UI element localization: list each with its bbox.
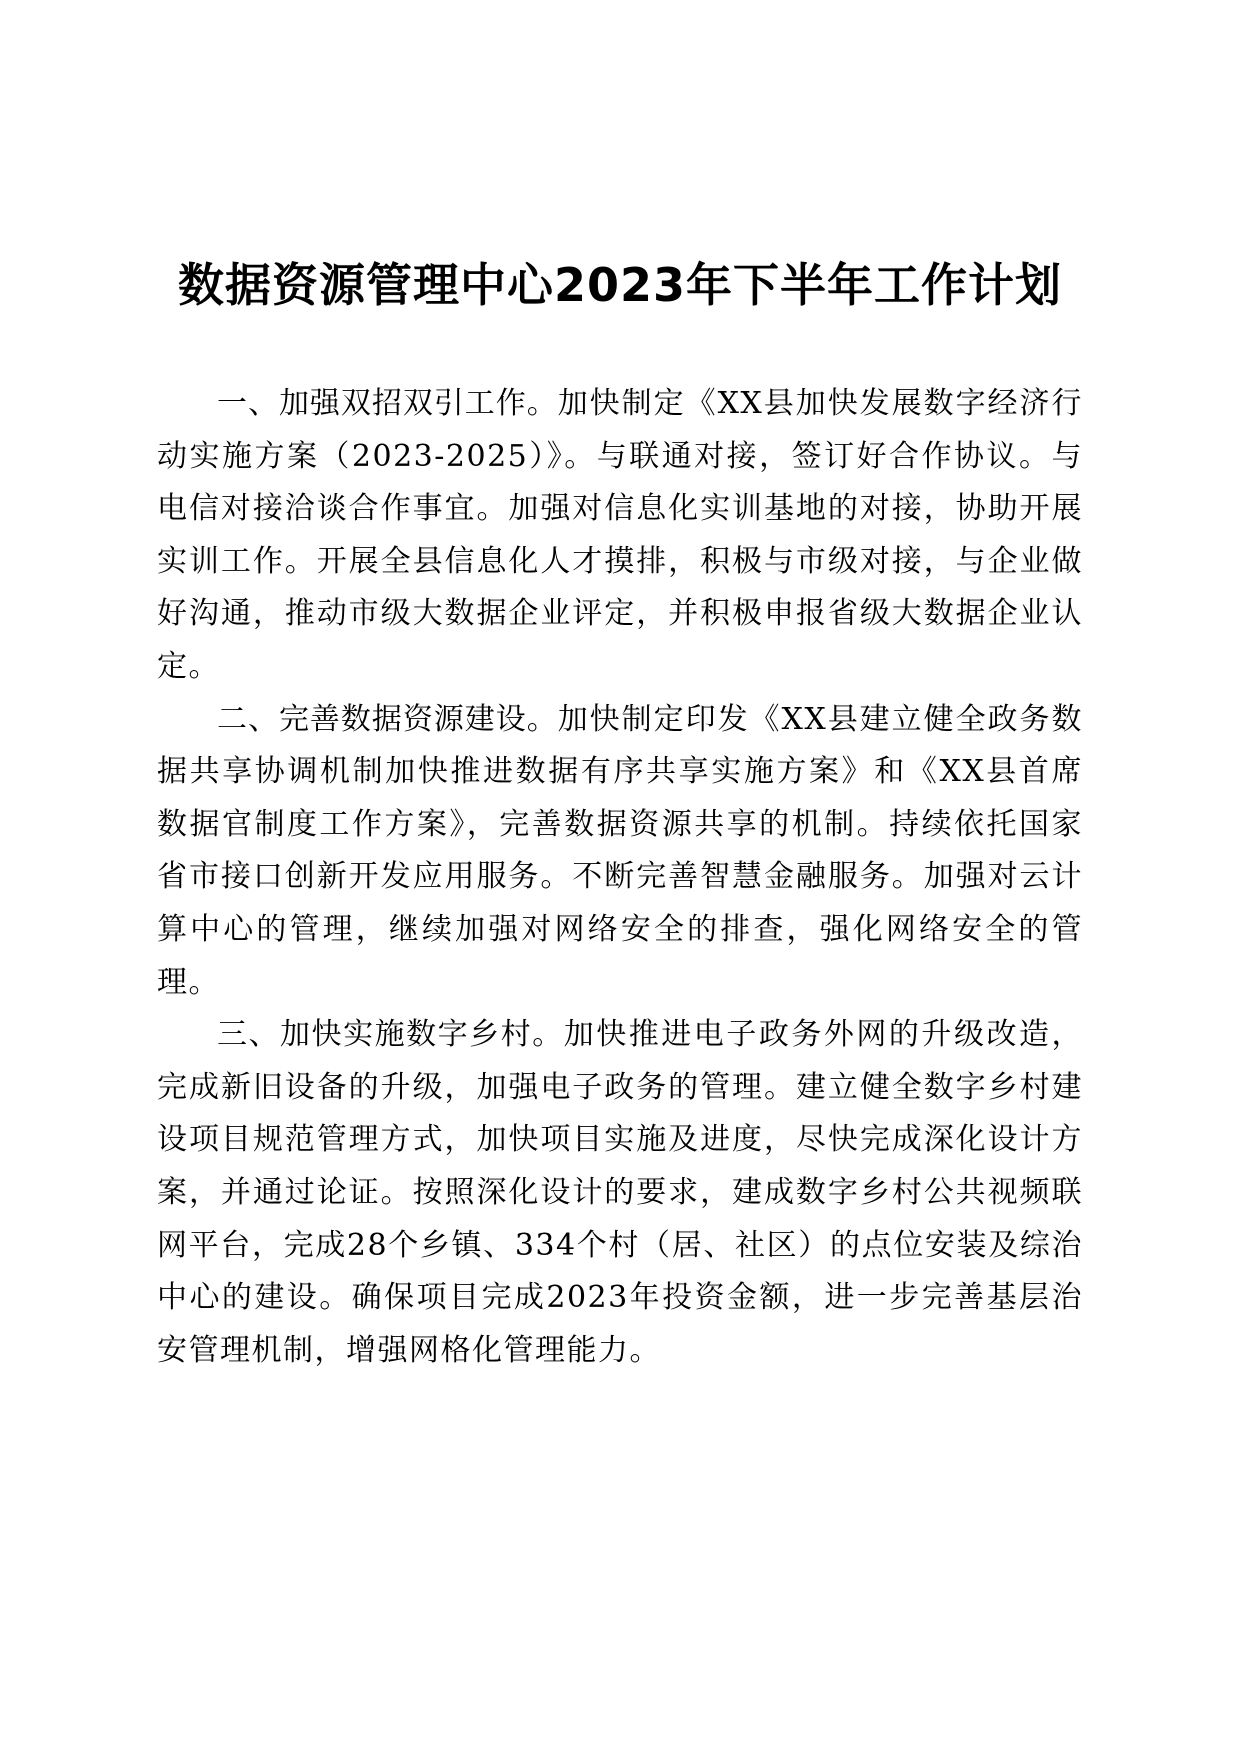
document-body [157, 378, 1083, 1377]
section-paragraph-3 [157, 1009, 1083, 1377]
section-paragraph-1 [157, 378, 1083, 694]
section-body-3: 加快推进电子政务外网的升级改造，完成新旧设备的升级，加强电子政务的管理。建立健全数字乡村建设项目规范管理方式，加快项目实施及进度，尽快完成深化设计方案，并通过论证。按照深化设计的要求，建成数字乡村公共视频联网平台，完成28个乡镇、334个村（居、社区）的点位安装及综治中心的建设。确保项目完成2023年投资金额，进一步完善基层治安管理机制，增强网格化管理能力。 [157, 1017, 1084, 1368]
section-heading-3: 三、加快实施数字乡村。 [217, 1017, 564, 1053]
section-paragraph-2 [157, 694, 1083, 1010]
section-heading-1: 一、加强双招双引工作。 [217, 386, 558, 421]
document-title: 数据资源管理中心2023年下半年工作计划 [177, 258, 1063, 312]
section-body-1: 加快制定《XX县加快发展数字经济行动实施方案（2023-2025）》。与联通对接，签订好合作协议。与电信对接洽谈合作事宜。加强对信息化实训基地的对接，协助开展实训工作。开展全县信息化人才摸排，积极与市级对接，与企业做好沟通，推动市级大数据企业评定，并积极申报省级大数据企业认定。 [157, 386, 1084, 684]
section-heading-2: 二、完善数据资源建设。 [217, 701, 558, 737]
section-body-2: 加快制定印发《XX县建立健全政务数据共享协调机制加快推进数据有序共享实施方案》和《XX县首席数据官制度工作方案》，完善数据资源共享的机制。持续依托国家省市接口创新开发应用服务。不断完善智慧金融服务。加强对云计算中心的管理，继续加强对网络安全的排查，强化网络安全的管理。 [157, 701, 1084, 1000]
